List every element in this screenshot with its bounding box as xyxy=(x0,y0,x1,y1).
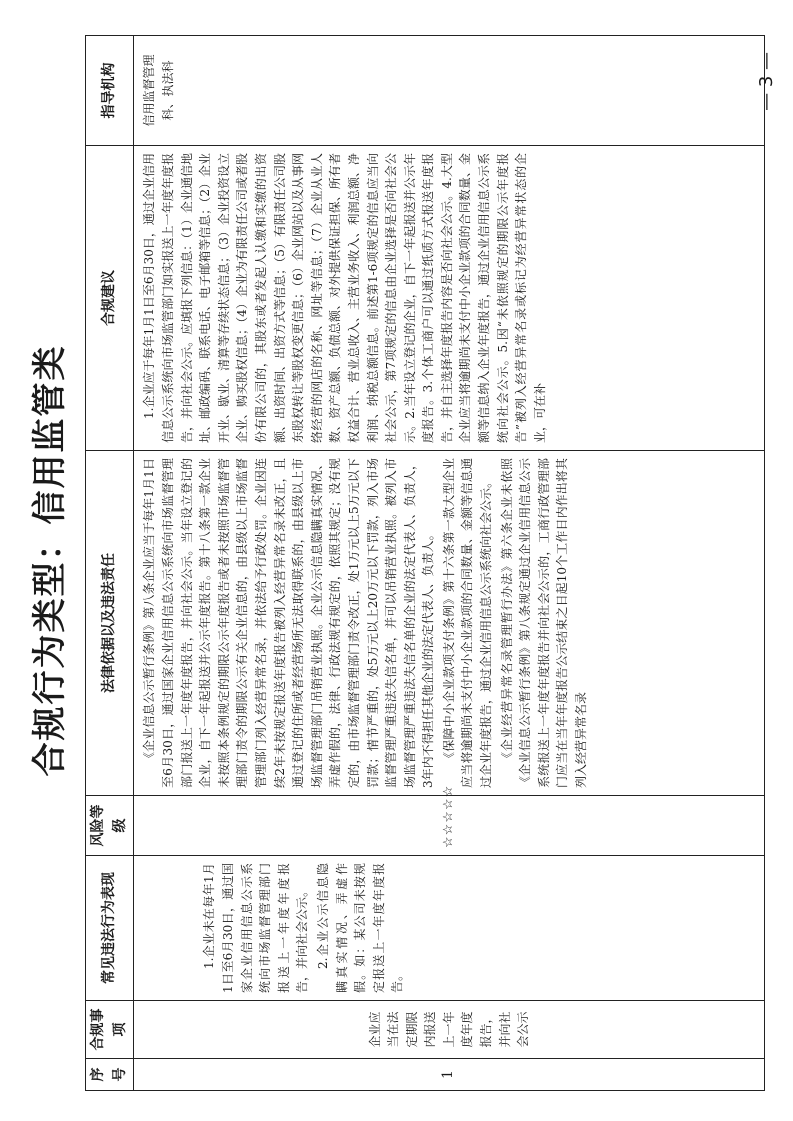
behavior-paragraph: 1.企业未在每年1月1日至6月30日，通过国家企业信用信息公示系统向市场监督管理部门报送上一年度年度报告，并向社会公示。 xyxy=(202,863,310,993)
table-header xyxy=(86,36,134,1091)
header-compliance-advice: 合规建议 xyxy=(86,146,134,451)
table-header-row xyxy=(86,36,134,1091)
table-row xyxy=(134,36,765,1091)
page-number: — 3 — xyxy=(756,52,777,111)
behavior-paragraph: 2.企业公示信息隐瞒真实情况、弄虚作假。如：某公司未按规定报送上一年度年度报告。 xyxy=(315,863,405,993)
header-violation-behavior: 常见违法行为表现 xyxy=(86,856,134,1001)
page-title: 合规行为类型：信用监管类 xyxy=(30,344,70,777)
compliance-table xyxy=(85,35,765,1091)
law-paragraph: 《企业经营异常名录管理暂行办法》第六条企业未依照《企业信息公示暂行条例》第八条规定通过企业信用信息公示系统报送上一年度年度报告并向社会公示的，工商行政管理部门应当在当年年度报告公示结束之日起10个工作日内作出将其列入经营异常名录 xyxy=(499,458,589,788)
header-legal-basis: 法律依据以及违法责任 xyxy=(86,451,134,796)
legal-basis-cell xyxy=(134,451,765,796)
law-paragraph: 《企业信息公示暂行条例》第八条企业应当于每年1月1日至6月30日，通过国家企业信用信息公示系统向市场监督管理部门报送上一年度年度报告，并向社会公示。当年设立登记的企业，自下一年起报送并公示年度报告。第十八条第一款企业未按照本条例规定的期限公示年度报告或者未按照市场监督管理部门责令的期限公示有关企业信息的，由县级以上市场监督管理部门列入经营异常名录，并依法给予行政处罚。企业因连续2年未按规定报送年度报告被列入经营异常名录未改正，且通过登记的住所或者经营场所无法取得联系的，由县级以上市场监督管理部门吊销营业执照。企业公示信息隐瞒真实情况、弄虚作假的，法律、行政法规有规定的，依照其规定；没有规定的，由市场监督管理部门责令改正，处1万元以上5万元以下罚款；情节严重的，处5万元以上20万元以下罚款，列入市场监督管理严重违法失信名单，并可以吊销营业执照。被列入市场监督管理严重违法失信名单的企业的法定代表人、负责人，3年内不得担任其他企业的法定代表人、负责人。 xyxy=(142,458,436,788)
guidance-agency: 信用监督管理科、执法科 xyxy=(134,36,765,146)
header-guidance-agency: 指导机构 xyxy=(86,36,134,146)
row-number: 1 xyxy=(134,1059,765,1091)
header-risk-level: 风险等级 xyxy=(86,796,134,856)
advice-paragraph: 1.企业应于每年1月1日至6月30日，通过企业信用信息公示系统向市场监管部门如实报送上一年度年度报告，并向社会公示。应填报下列信息：（1）企业通信地址、邮政编码、联系电话、电子邮箱等信息；（2）企业开业、歇业、清算等存续状态信息；（3）企业投资设立企业、购买股权信息；（4）企业为有限责任公司或者股份有限公司的，其股东或者发起人认缴和实缴的出资额、出资时间、出资方式等信息；（5）有限责任公司股东股权转让等股权变更信息；（6）企业网站以及从事网络经营的网店的名称、网址等信息；（7）企业从业人数、资产总额、负债总额、对外提供保证担保、所有者权益合计、营业总收入、主营业务收入、利润总额、净利润、纳税总额信息。前述第1-6项规定的信息应当向社会公示，第7项规定的信息由企业选择是否向社会公示。2.当年设立登记的企业，自下一年起报送并公示年度报告。3.个体工商户可以通过纸质方式报送年度报告，并自主选择年度报告内容是否向社会公示。4.大型企业应当将逾期尚未支付中小企业款项的合同数量、金额等信息纳入企业年度报告，通过企业信用信息公示系统向社会公示。5.因“未依照规定的期限公示年度报告”被列入经营异常名录或标记为经营异常状态的企业，可在补 xyxy=(142,153,547,443)
header-compliance-item: 合规事项 xyxy=(86,1001,134,1059)
compliance-item: 企业应当在法定期限内报送上一年度年度报告，并向社会公示 xyxy=(134,1001,765,1059)
violation-behavior-cell xyxy=(134,856,765,1001)
header-number: 序号 xyxy=(86,1059,134,1091)
risk-level-stars: ☆☆☆☆☆ xyxy=(134,796,765,856)
law-paragraph: 《保障中小企业款项支付条例》第十六条第一款大型企业应当将逾期尚未支付中小企业款项的合同数量、金额等信息通过企业年度报告，通过企业信用信息公示系统向社会公示。 xyxy=(441,458,494,788)
compliance-advice-cell xyxy=(134,146,765,451)
